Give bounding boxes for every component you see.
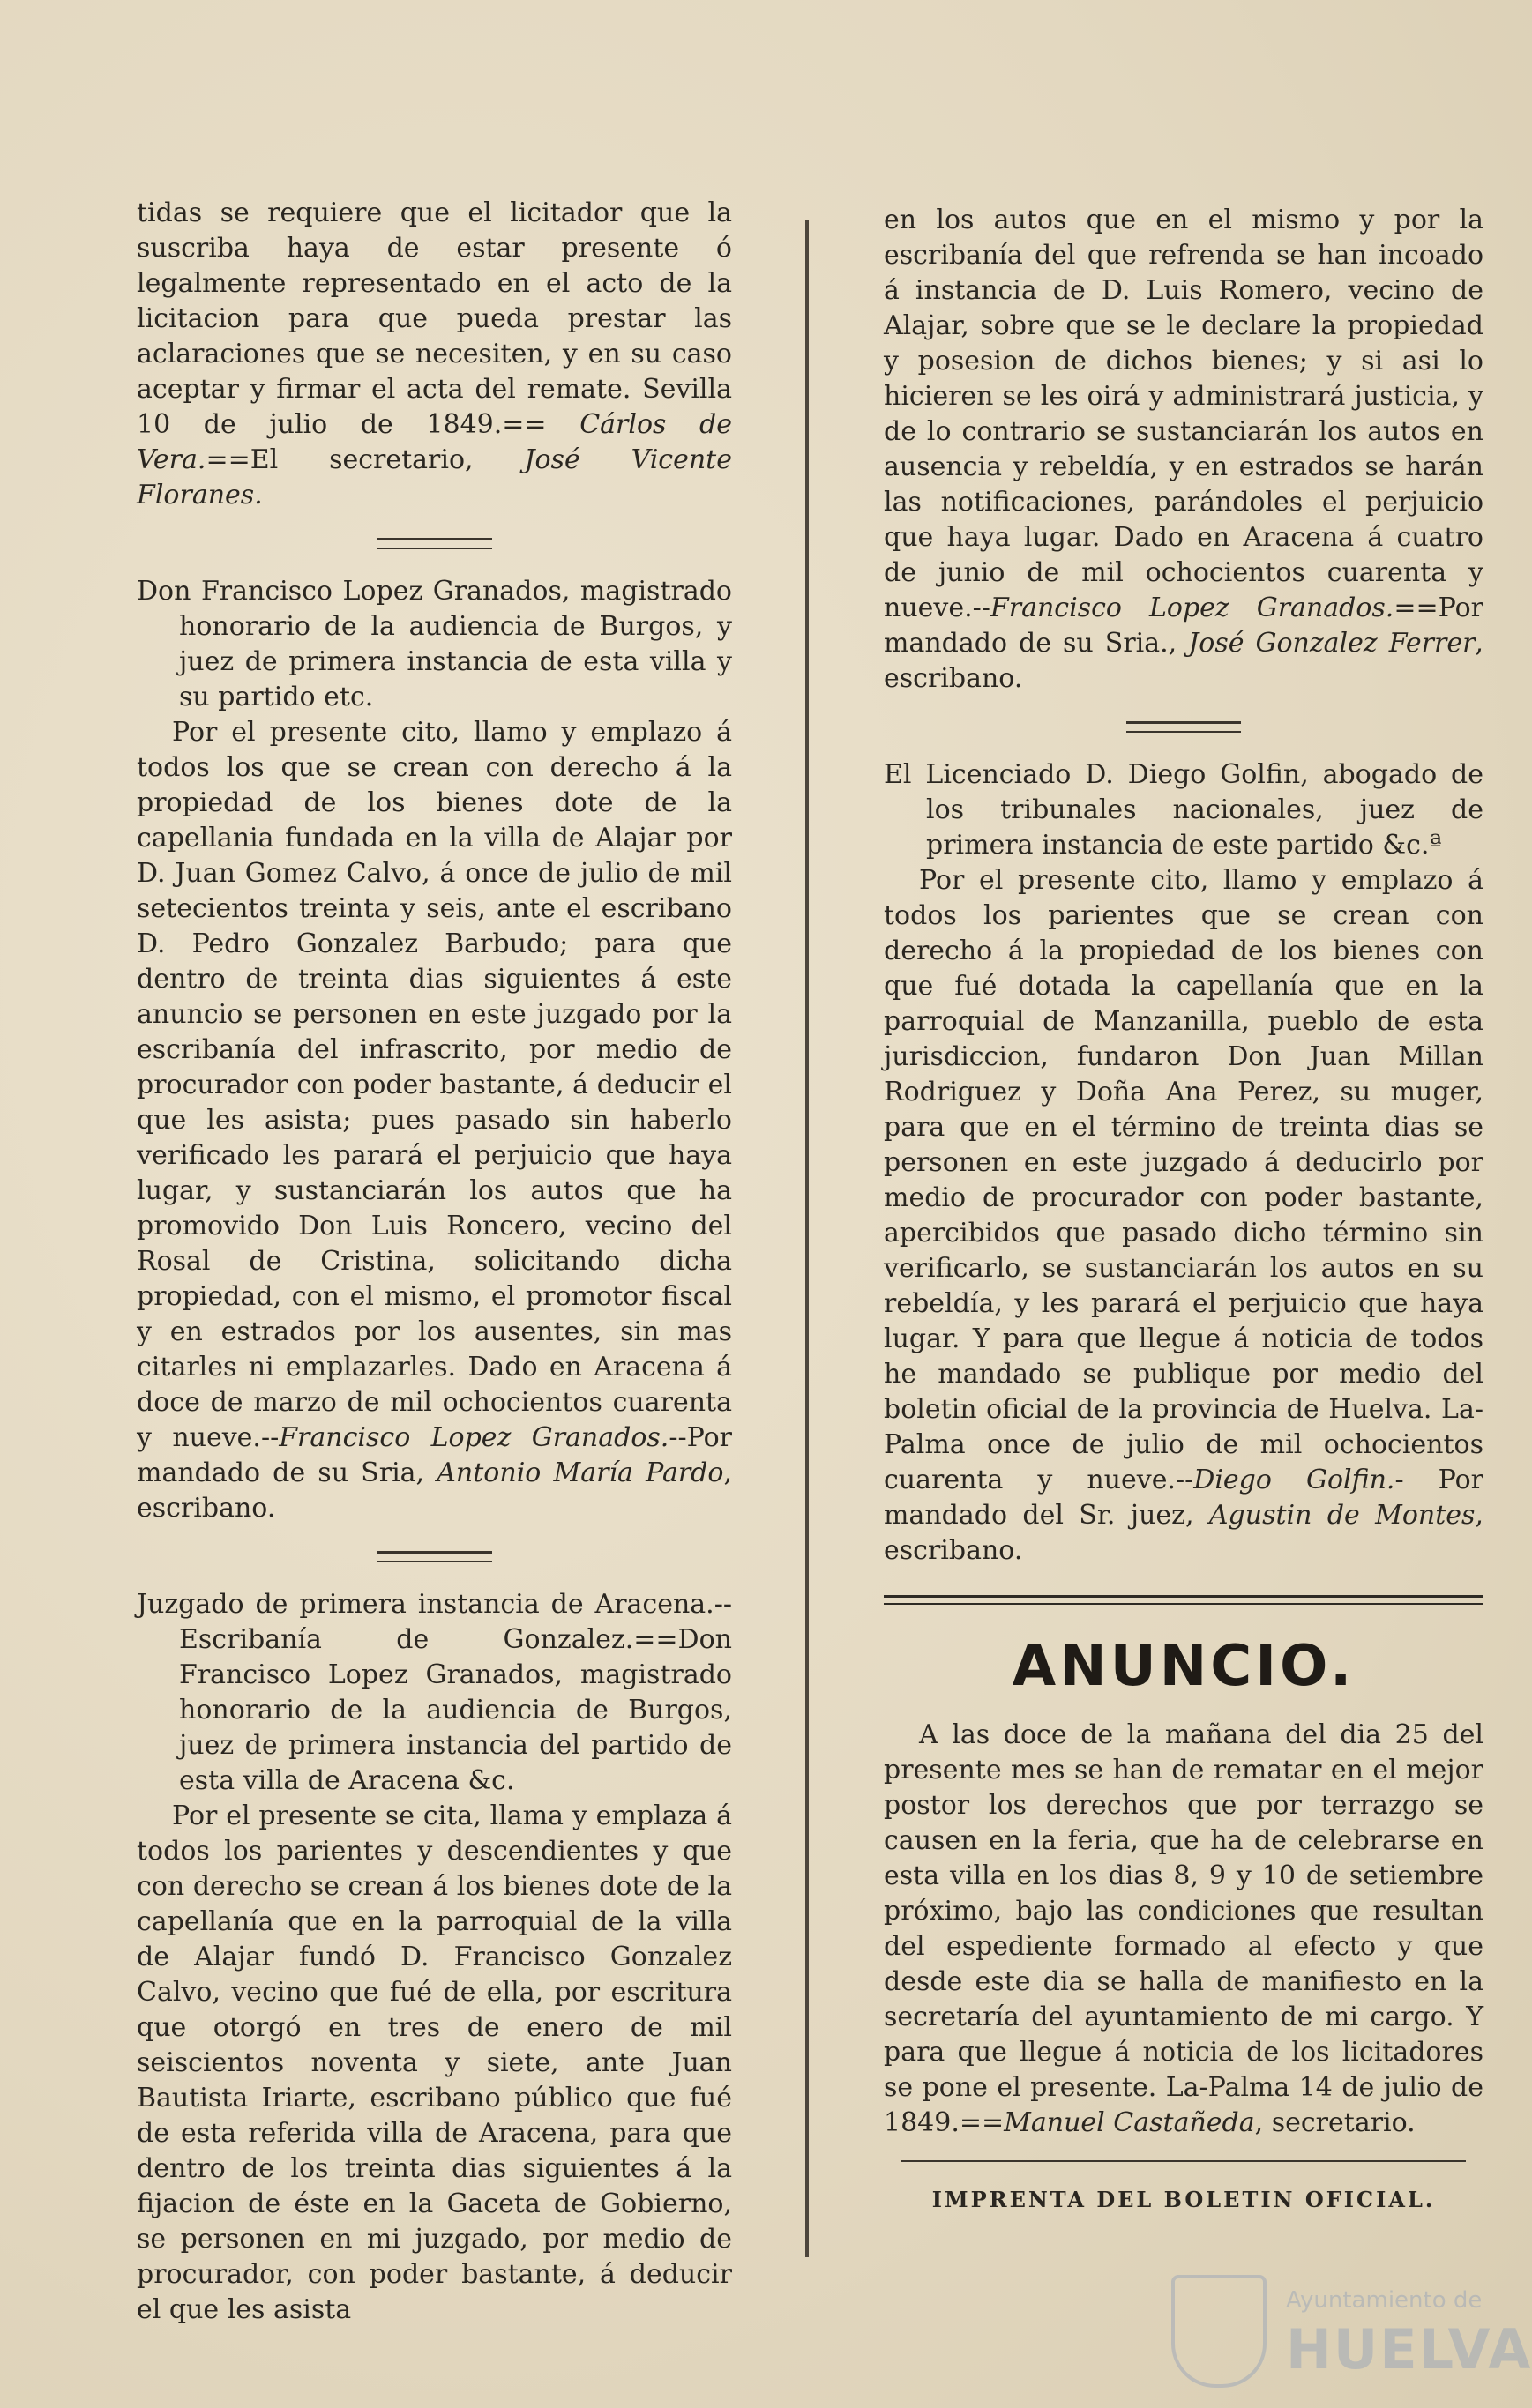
section-double-rule xyxy=(884,1595,1483,1605)
left-para-3-body: Por el presente se cita, llama y emplaza á todos los parientes y descendientes y que con derecho se crean á los bienes dote de la capellanía que en la parroquial de la villa de Alajar fundó D. Francisco Gonzalez Calvo, vecino que fué de ella, por escritura que otorgó en tres de enero de mil seiscientos noventa y siete, ante Juan Bautista Iriarte, escribano público que fué de esta referida villa de Aracena, para que dentro de los treinta dias siguientes á la fijacion de éste en la Gaceta de Gobierno, se personen en mi juzgado, por medio de procurador, con poder bastante, á deducir el que les asista xyxy=(137,1800,732,2325)
printer-imprint: IMPRENTA DEL BOLETIN OFICIAL. xyxy=(931,2187,1436,2212)
left-column xyxy=(137,196,732,2328)
anuncio-title: ANUNCIO. xyxy=(1012,1634,1356,1699)
right-para-1-mid: ==Por mandado de su Sria., xyxy=(884,593,1483,659)
right-para-2-notary: Agustin de Montes xyxy=(1208,1500,1476,1531)
left-para-2-body xyxy=(137,715,732,1526)
shield-icon xyxy=(1171,2275,1267,2388)
watermark-line-2: HUELVA xyxy=(1286,2317,1532,2382)
right-para-1-notary: José Gonzalez Ferrer xyxy=(1188,628,1476,659)
right-para-2-signer: Diego Golfin. xyxy=(1193,1465,1395,1495)
anuncio-text: A las doce de la mañana del dia 25 del presente mes se han de rematar en el mejor postor los derechos que por terrazgo se causen en la feria, que ha de celebrarse en esta villa en los dias 8, 9 y 10 de setiembre próximo, bajo las condiciones que resultan del espediente formado al efecto y que desde este dia se halla de manifiesto en la secretaría del ayuntamiento de mi cargo. Y para que llegue á noticia de los licitadores se pone el presente. La-Palma 14 de julio de 1849.== xyxy=(884,1719,1483,2138)
left-para-1-mid: ==El secretario, xyxy=(206,444,474,475)
left-para-3-heading: Juzgado de primera instancia de Aracena.--Escribanía de Gonzalez.==Don Francisco Lopez Granados, magistrado honorario de la audiencia de Burgos, juez de primera instancia del partido de esta villa de Aracena &c. xyxy=(137,1589,732,1796)
right-para-2-end: , escribano. xyxy=(884,1500,1483,1566)
left-para-1-signer: Cárlos de Vera. xyxy=(137,409,733,475)
watermark-logo xyxy=(1171,2268,1532,2391)
separator-rule xyxy=(377,538,492,549)
left-para-2-end: , escribano. xyxy=(137,1457,732,1524)
separator-rule xyxy=(1126,721,1241,733)
left-para-1-text: tidas se requiere que el licitador que la suscriba haya de estar presente ó legalmente representado en el acto de la licitacion para que pueda prestar las aclaraciones que se necesiten, y en su caso aceptar y firmar el acta del remate. Sevilla 10 de julio de 1849.== xyxy=(137,198,732,440)
right-para-2-mid: - Por mandado del Sr. juez, xyxy=(884,1465,1484,1531)
right-para-1-signer: Francisco Lopez Granados. xyxy=(990,593,1394,623)
anuncio-body xyxy=(884,1718,1483,2141)
right-para-2-heading: El Licenciado D. Diego Golfin, abogado de los tribunales nacionales, juez de primera instancia de este partido &c.ª xyxy=(884,759,1483,861)
right-para-2-text: Por el presente cito, llamo y emplazo á todos los parientes que se crean con derecho á la propiedad de los bienes con que fué dotada la capellanía que en la parroquial de Manzanilla, pueblo de esta jurisdiccion, fundaron Don Juan Millan Rodriguez y Doña Ana Perez, su muger, para que en el término de treinta dias se personen en este juzgado á deducirlo por medio de procurador con poder bastante, apercibidos que pasado dicho término sin verificarlo, se sustanciarán los autos en su rebeldía, y les parará el perjuicio que haya lugar. Y para que llegue á noticia de todos he mandado se publique por medio del boletin oficial de la provincia de Huelva. La-Palma once de julio de mil ochocientos cuarenta y nueve.-- xyxy=(884,865,1483,1495)
anuncio-signer: Manuel Castañeda xyxy=(1004,2107,1255,2138)
left-para-1-secretary: José Vicente Floranes. xyxy=(137,444,732,511)
watermark-line-1: Ayuntamiento de xyxy=(1286,2287,1483,2314)
separator-rule xyxy=(377,1551,492,1562)
anuncio-end: , secretario. xyxy=(1254,2107,1416,2138)
left-para-2-signer: Francisco Lopez Granados. xyxy=(279,1422,669,1453)
left-para-2-mid: --Por mandado de su Sria, xyxy=(137,1422,732,1488)
footer-rule xyxy=(901,2160,1466,2162)
left-para-1 xyxy=(137,196,732,513)
left-para-2-text: Por el presente cito, llamo y emplazo á todos los que se crean con derecho á la propiedad de los bienes dote de la capellania fundada en la villa de Alajar por D. Juan Gomez Calvo, á once de julio de mil setecientos treinta y seis, ante el escribano D. Pedro Gonzalez Barbudo; para que dentro de treinta dias siguientes á este anuncio se personen en este juzgado por la escribanía del infrascrito, por medio de procurador con poder bastante, á deducir el que les asista; pues pasado sin haberlo verificado les parará el perjuicio que haya lugar, y sustanciarán los autos que ha promovido Don Luis Roncero, vecino del Rosal de Cristina, solicitando dicha propiedad, con el mismo, el promotor fiscal y en estrados por los ausentes, sin mas citarles ni emplazarles. Dado en Aracena á doce de marzo de mil ochocientos cuarenta y nueve.-- xyxy=(137,717,732,1453)
right-para-1-end: , escribano. xyxy=(884,628,1483,694)
right-para-2-body xyxy=(884,863,1483,1569)
left-para-2-heading: Don Francisco Lopez Granados, magistrado honorario de la audiencia de Burgos, y juez de primera instancia de esta villa y su partido etc. xyxy=(137,576,732,712)
right-para-1 xyxy=(884,203,1483,697)
left-para-2-notary: Antonio María Pardo xyxy=(437,1457,724,1488)
right-column xyxy=(884,203,1483,2215)
right-para-1-text: en los autos que en el mismo y por la escribanía del que refrenda se han incoado á instancia de D. Luis Romero, vecino de Alajar, sobre que se le declare la propiedad y posesion de dichos bienes; y si asi lo hicieren se les oirá y administrará justicia, y de lo contrario se sustanciarán los autos en ausencia y rebeldía, y en estrados se harán las notificaciones, parándoles el perjuicio que haya lugar. Dado en Aracena á cuatro de junio de mil ochocientos cuarenta y nueve.-- xyxy=(884,205,1483,623)
column-divider xyxy=(805,220,809,2257)
